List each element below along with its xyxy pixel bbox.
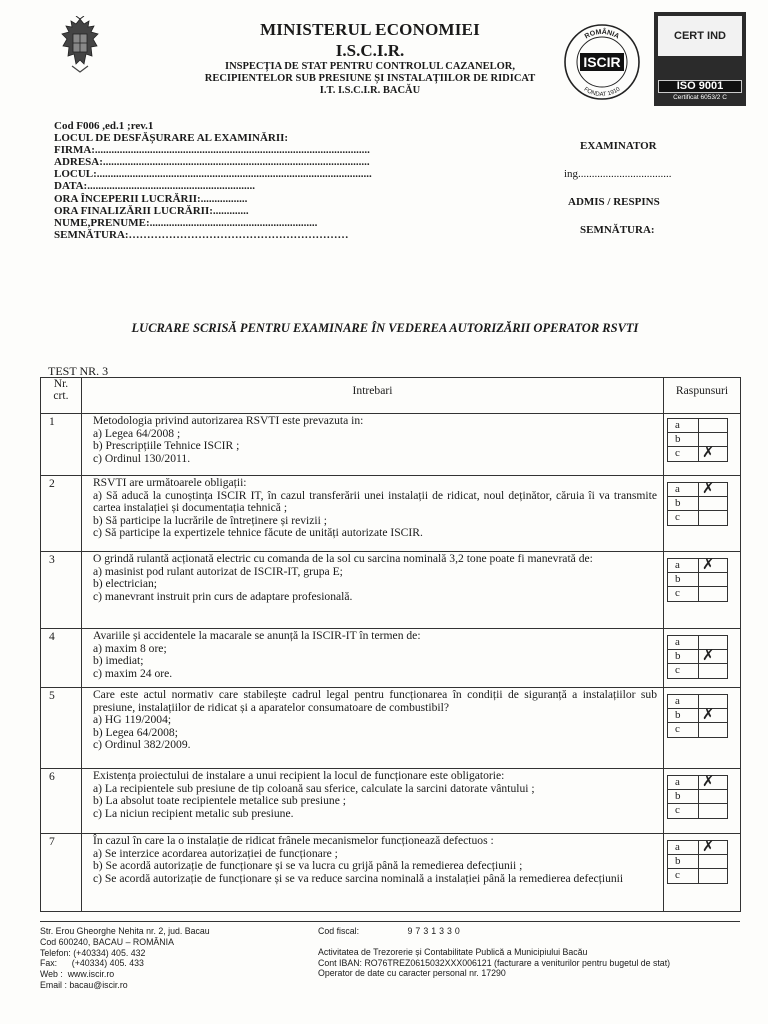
answer-letter: a — [675, 695, 680, 707]
answer-mark-icon: ✗ — [702, 555, 715, 573]
footer-fiscal-line: Operator de date cu caracter personal nr. 17290 — [318, 968, 506, 979]
answer-cell-divider — [698, 650, 699, 664]
answer-option-a[interactable] — [668, 837, 727, 855]
footer-divider — [40, 921, 740, 922]
answer-cell-divider — [698, 790, 699, 804]
answer-option-c[interactable] — [668, 443, 727, 461]
answer-option-a[interactable] — [668, 479, 727, 497]
coat-of-arms-icon — [58, 16, 102, 74]
svg-text:ROMÂNIA — [584, 27, 621, 41]
question-text: În cazul în care la o instalație de ridicat frânele mecanismelor funcționează defectuos : a) Se interzice acordarea autorizației de funcționare ; b) Se acordă autorizație de funcționare și se va lucra cu grijă până la remedierea defecțiunii ; c) Se acordă autorizație de funcționare și se va reduce sarcina nominală a instalației până la remedierea defecțiunii — [81, 834, 663, 912]
question-number: 3 — [41, 552, 82, 629]
agency-line-1: INSPECȚIA DE STAT PENTRU CONTROLUL CAZANELOR, — [225, 61, 515, 72]
answer-grid — [667, 479, 728, 526]
seal-bottom-text: FONDAT 1910 — [582, 86, 622, 99]
question-number: 2 — [41, 476, 82, 552]
answer-mark-icon: ✗ — [702, 772, 715, 790]
test-number: TEST NR. 3 — [48, 364, 109, 378]
footer-fiscal-info — [318, 926, 738, 979]
form-line: LOCUL DE DESFĂȘURARE AL EXAMINĂRII: — [54, 132, 289, 145]
answer-grid — [667, 694, 728, 738]
answer-option-a[interactable] — [668, 419, 727, 433]
agency-name: I.S.C.I.R. — [335, 41, 405, 60]
answer-option-c[interactable] — [668, 664, 727, 678]
answer-cell-divider — [698, 804, 699, 818]
form-line: ORA FINALIZĂRII LUCRĂRII:............. — [54, 204, 249, 217]
answer-mark-icon: ✗ — [702, 705, 715, 723]
document-title: LUCRARE SCRISĂ PENTRU EXAMINARE ÎN VEDEREA AUTORIZĂRII OPERATOR RSVTI — [131, 321, 639, 335]
column-header-nr: Nr. crt. — [41, 378, 82, 414]
answer-cell-divider — [698, 511, 699, 525]
answer-cell-divider — [698, 709, 699, 723]
answer-cell-divider — [698, 483, 699, 497]
answer-cell-divider — [698, 695, 699, 709]
seal-top-text: ROMÂNIA — [583, 28, 621, 41]
question-row — [41, 688, 741, 769]
cert-logo: CERT IND — [658, 16, 742, 56]
answer-grid — [667, 635, 728, 679]
answer-option-a[interactable] — [668, 695, 727, 709]
answer-option-b[interactable] — [668, 433, 727, 447]
form-line: FIRMA:.................................................................................................... — [54, 144, 370, 157]
questions-table — [40, 377, 741, 912]
answer-cell-divider — [698, 433, 699, 447]
answer-letter: a — [675, 636, 680, 648]
form-line: LOCUL:.................................................................................................... — [54, 168, 372, 181]
header-block — [170, 20, 570, 97]
fiscal-code-label: Cod fiscal: — [318, 926, 360, 936]
answer-grid — [667, 772, 728, 819]
answer-mark-icon: ✗ — [702, 837, 715, 855]
answer-option-b[interactable] — [668, 855, 727, 869]
question-number: 5 — [41, 688, 82, 769]
answer-grid — [667, 837, 728, 884]
footer-address-line: Fax: (+40334) 405. 433 — [40, 958, 144, 969]
answer-option-c[interactable] — [668, 869, 727, 883]
question-number: 6 — [41, 769, 82, 834]
examiner-label: EXAMINATOR — [580, 140, 657, 152]
answer-cell — [664, 476, 741, 552]
question-text: Existența proiectului de instalare a unui recipient la locul de funcționare este obligatorie: a) La recipientele sub presiune de tip coloană sau sferice, calculate la sarcini datorate vântului ; b) La absolut toate recipientele metalice sub presiune ; c) La niciun recipient metalic sub presiune. — [81, 769, 663, 834]
answer-letter: c — [675, 723, 680, 735]
answer-letter: b — [675, 573, 681, 585]
question-text: Avariile și accidentele la macarale se anunță la ISCIR-IT în termen de: a) maxim 8 ore; b) imediat; c) maxim 24 ore. — [81, 629, 663, 688]
question-text: Care este actul normativ care stabilește cadrul legal pentru funcționarea în condiții de siguranță a instalațiilor sub presiune, instalațiilor de ridicat și a aparatelor consumatoare de combustibil? a) HG 119/2004; b) Legea 64/2008; c) Ordinul 382/2009. — [81, 688, 663, 769]
question-number: 7 — [41, 834, 82, 912]
footer-address-line: Telefon: (+40334) 405. 432 — [40, 947, 146, 958]
form-line: Cod F006 ,ed.1 ;rev.1 — [54, 120, 154, 132]
answer-cell-divider — [698, 776, 699, 790]
admis-respins-label: ADMIS / RESPINS — [568, 196, 660, 208]
answer-letter: b — [675, 497, 681, 509]
question-number: 1 — [41, 414, 82, 476]
question-row — [41, 552, 741, 629]
cert-iso-label: ISO 9001 — [658, 80, 742, 93]
footer-address-line: Email : bacau@iscir.ro — [40, 979, 128, 990]
footer-fiscal-line: Activitatea de Trezorerie și Contabilitate Publică a Municipiului Bacău — [318, 946, 588, 957]
answer-mark-icon: ✗ — [702, 646, 715, 664]
answer-letter: a — [675, 841, 680, 853]
answer-cell — [664, 688, 741, 769]
form-line: ADRESA:................................................................................................. — [54, 156, 370, 169]
examiner-signature-label: SEMNĂTURA: — [580, 224, 655, 236]
answer-cell-divider — [698, 447, 699, 461]
answer-letter: b — [675, 709, 681, 721]
form-line: DATA:............................................................. — [54, 180, 255, 193]
answer-mark-icon: ✗ — [702, 479, 715, 497]
answer-letter: a — [675, 483, 680, 495]
answer-option-a[interactable] — [668, 555, 727, 573]
answer-letter: a — [675, 776, 680, 788]
ministry-title: MINISTERUL ECONOMIEI — [260, 20, 480, 39]
answer-letter: c — [675, 447, 680, 459]
fiscal-code-value: 9731330 — [407, 926, 463, 936]
footer-fiscal-line: Cont IBAN: RO76TREZ0615032XXX006121 (facturare a veniturilor pentru bugetul de stat) — [318, 957, 671, 968]
exam-form-fields — [54, 120, 494, 241]
footer-address-line: Str. Erou Gheorghe Nehita nr. 2, jud. Bacau — [40, 926, 210, 936]
answer-letter: c — [675, 511, 680, 523]
iscir-seal-icon — [562, 22, 642, 102]
answer-letter: b — [675, 650, 681, 662]
question-row — [41, 629, 741, 688]
answer-option-b[interactable] — [668, 646, 727, 664]
answer-cell-divider — [698, 841, 699, 855]
answer-cell-divider — [698, 869, 699, 883]
answer-option-b[interactable] — [668, 497, 727, 511]
answer-option-a[interactable] — [668, 636, 727, 650]
column-header-questions: Intrebari — [81, 378, 663, 414]
question-row — [41, 476, 741, 552]
answer-letter: c — [675, 804, 680, 816]
question-text: Metodologia privind autorizarea RSVTI este prevazuta in: a) Legea 64/2008 ; b) Prescripțiile Tehnice ISCIR ; c) Ordinul 130/2011. — [81, 414, 663, 476]
examiner-name-field: ing.................................. — [564, 168, 672, 180]
footer-address-line: Web : www.iscir.ro — [40, 969, 115, 980]
answer-cell-divider — [698, 573, 699, 587]
answer-cell-divider — [698, 419, 699, 433]
answer-option-b[interactable] — [668, 573, 727, 587]
answer-option-c[interactable] — [668, 587, 727, 601]
answer-cell — [664, 552, 741, 629]
question-row — [41, 834, 741, 912]
answer-option-c[interactable] — [668, 511, 727, 525]
answer-letter: a — [675, 559, 680, 571]
question-row — [41, 769, 741, 834]
answer-option-c[interactable] — [668, 723, 727, 737]
answer-letter: b — [675, 433, 681, 445]
question-text: O grindă rulantă acționată electric cu comanda de la sol cu sarcina nominală 3,2 tone poate fi manevrată de: a) masinist pod rulant autorizat de ISCIR-IT, grupa E; b) electrician; c) manevrant instruit prin curs de adaptare profesională. — [81, 552, 663, 629]
answer-letter: a — [675, 419, 680, 431]
agency-line-2: RECIPIENTELOR SUB PRESIUNE ȘI INSTALAȚIILOR DE RIDICAT — [204, 73, 536, 84]
answer-cell — [664, 414, 741, 476]
footer-address-line: Cod 600240, BACAU – ROMÂNIA — [40, 936, 174, 947]
question-number: 4 — [41, 629, 82, 688]
answer-letter: c — [675, 587, 680, 599]
answer-cell-divider — [698, 855, 699, 869]
form-line: NUME,PRENUME:............................................................. — [54, 216, 318, 229]
answer-mark-icon: ✗ — [702, 443, 715, 461]
question-row — [41, 414, 741, 476]
form-line: ORA ÎNCEPERII LUCRĂRII:................. — [54, 192, 248, 205]
answer-letter: c — [675, 664, 680, 676]
answer-cell — [664, 834, 741, 912]
answer-cell-divider — [698, 497, 699, 511]
form-line: SEMNĂTURA:…………………………………………………… — [54, 228, 349, 241]
answer-cell-divider — [698, 636, 699, 650]
answer-cell-divider — [698, 723, 699, 737]
iso-certificate-badge — [654, 12, 746, 106]
answer-option-c[interactable] — [668, 804, 727, 818]
agency-line-3: I.T. I.S.C.I.R. BACĂU — [319, 85, 421, 96]
answer-grid — [667, 418, 728, 462]
answer-grid — [667, 555, 728, 602]
answer-option-b[interactable] — [668, 790, 727, 804]
answer-option-b[interactable] — [668, 705, 727, 723]
question-text: RSVTI are următoarele obligații: a) Să aducă la cunoștința ISCIR IT, în cazul transferării unei instalații de ridicat, noul deținător, căruia îi va transmite cartea instalației și documentația tehnică ; b) Să participe la lucrările de întreținere și revizii ; c) Să participe la expertizele tehnice făcute de unități autorizate ISCIR. — [81, 476, 663, 552]
seal-center-text: ISCIR — [583, 54, 621, 70]
answer-letter: c — [675, 869, 680, 881]
answer-letter: b — [675, 790, 681, 802]
answer-cell-divider — [698, 587, 699, 601]
column-header-answers: Raspunsuri — [664, 378, 741, 414]
footer-address — [40, 926, 280, 991]
answer-cell-divider — [698, 559, 699, 573]
cert-number: Certificat 6053/2 C — [673, 94, 727, 101]
answer-letter: b — [675, 855, 681, 867]
answer-cell — [664, 769, 741, 834]
answer-cell — [664, 629, 741, 688]
answer-cell-divider — [698, 664, 699, 678]
answer-option-a[interactable] — [668, 772, 727, 790]
